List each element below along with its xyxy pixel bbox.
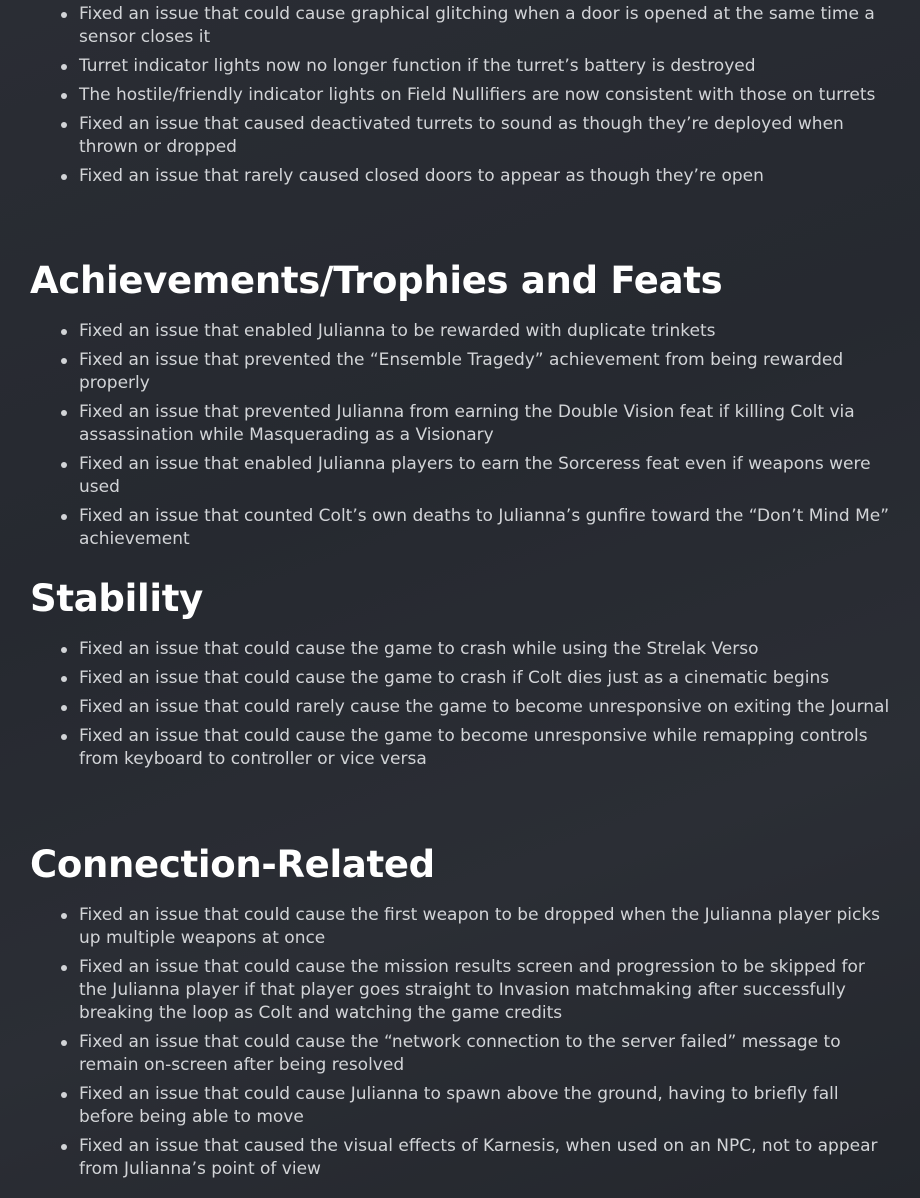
notes-list <box>0 638 920 771</box>
list-item <box>0 1083 920 1129</box>
list-item <box>0 904 920 950</box>
list-item-text: Fixed an issue that enabled Julianna to be rewarded with duplicate trinkets <box>79 321 716 341</box>
list-item <box>0 349 920 395</box>
list-item-text: Fixed an issue that could cause Julianna to spawn above the ground, having to briefly fall before being able to move <box>79 1084 839 1127</box>
list-item-text: Fixed an issue that rarely caused closed doors to appear as though they’re open <box>79 166 764 186</box>
list-item-text: Fixed an issue that enabled Julianna players to earn the Sorceress feat even if weapons were used <box>79 454 871 497</box>
list-item-text: Fixed an issue that caused deactivated turrets to sound as though they’re deployed when thrown or dropped <box>79 114 844 157</box>
notes-list <box>0 3 920 188</box>
list-item <box>0 1135 920 1181</box>
list-item <box>0 113 920 159</box>
list-item-text: Fixed an issue that prevented Julianna from earning the Double Vision feat if killing Colt via assassination while Masquerading as a Visionary <box>79 402 855 445</box>
section-heading: Connection-Related <box>30 843 435 886</box>
notes-list <box>0 320 920 551</box>
list-item-text: Fixed an issue that could cause the game to crash while using the Strelak Verso <box>79 639 759 659</box>
section-connection <box>0 843 920 1187</box>
list-item-text: Fixed an issue that caused the visual effects of Karnesis, when used on an NPC, not to appear from Julianna’s point of view <box>79 1136 878 1179</box>
section-heading: Achievements/Trophies and Feats <box>30 259 723 302</box>
list-item-text: Fixed an issue that could cause the game to crash if Colt dies just as a cinematic begins <box>79 668 830 688</box>
list-item <box>0 453 920 499</box>
list-item <box>0 725 920 771</box>
list-item <box>0 401 920 447</box>
list-item-text: Fixed an issue that could rarely cause the game to become unresponsive on exiting the Journal <box>79 697 890 717</box>
notes-list <box>0 904 920 1181</box>
list-item <box>0 3 920 49</box>
list-item-text: The hostile/friendly indicator lights on Field Nullifiers are now consistent with those on turrets <box>79 85 876 105</box>
list-item <box>0 696 920 719</box>
list-item <box>0 638 920 661</box>
list-item-text: Fixed an issue that counted Colt’s own deaths to Julianna’s gunfire toward the “Don’t Mind Me” achievement <box>79 506 890 549</box>
section-stability <box>0 577 920 777</box>
list-item <box>0 667 920 690</box>
list-item-text: Fixed an issue that prevented the “Ensemble Tragedy” achievement from being rewarded properly <box>79 350 844 393</box>
list-item-text: Turret indicator lights now no longer function if the turret’s battery is destroyed <box>79 56 756 76</box>
list-item-text: Fixed an issue that could cause the mission results screen and progression to be skipped for the Julianna player if that player goes straight to Invasion matchmaking after successfully breaking the loop as Colt and watching the game credits <box>79 957 865 1023</box>
list-item-text: Fixed an issue that could cause graphical glitching when a door is opened at the same time a sensor closes it <box>79 4 875 47</box>
section-heading: Stability <box>30 577 203 620</box>
list-item <box>0 165 920 188</box>
list-item <box>0 55 920 78</box>
list-item-text: Fixed an issue that could cause the “network connection to the server failed” message to remain on-screen after being resolved <box>79 1032 841 1075</box>
list-item <box>0 320 920 343</box>
list-item <box>0 956 920 1025</box>
section-interactables <box>0 3 920 194</box>
section-achievements <box>0 259 920 557</box>
list-item-text: Fixed an issue that could cause the first weapon to be dropped when the Julianna player picks up multiple weapons at once <box>79 905 881 948</box>
list-item <box>0 505 920 551</box>
list-item <box>0 84 920 107</box>
list-item <box>0 1031 920 1077</box>
list-item-text: Fixed an issue that could cause the game to become unresponsive while remapping controls from keyboard to controller or vice versa <box>79 726 868 769</box>
